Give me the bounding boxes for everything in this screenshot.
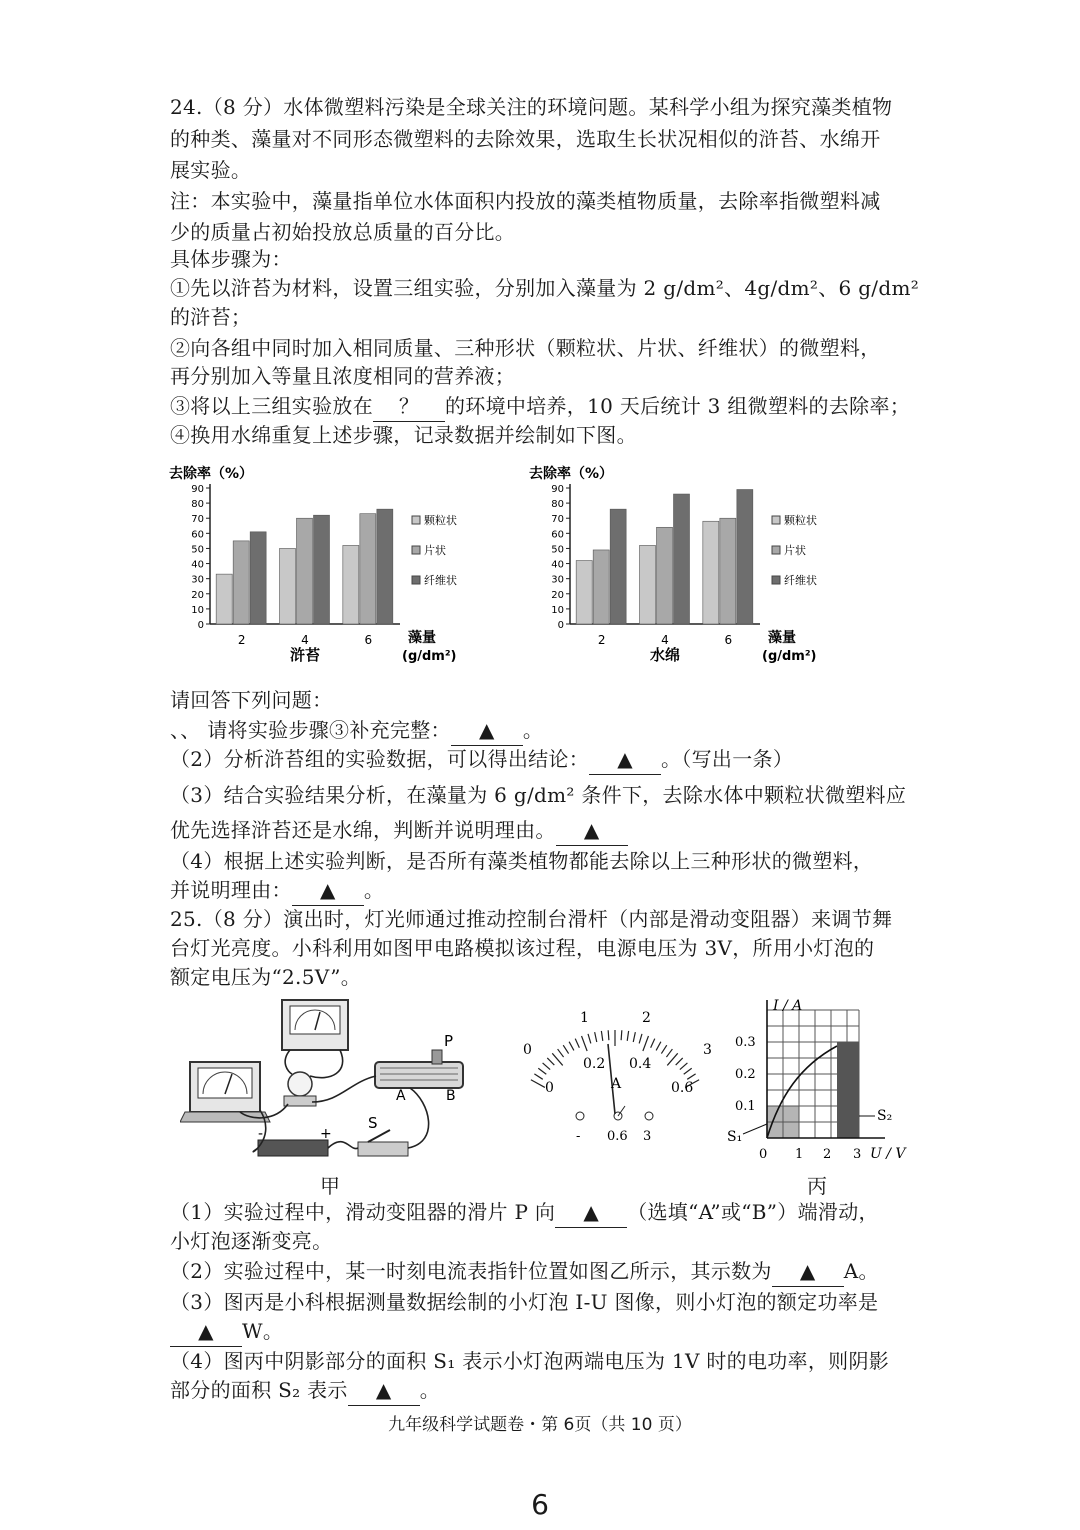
dial-tick (552, 1053, 562, 1065)
q24-q1-post: 。 (522, 718, 544, 742)
terminal-label-minus: - (576, 1129, 581, 1144)
q24-q2-text: （2）分析浒苔组的实验数据，可以得出结论： (170, 747, 590, 771)
q24-step2-b: 再分别加入等量且浓度相同的营养液； (170, 364, 516, 388)
chart-xlabel: 藻量 (768, 630, 796, 646)
q24-q4-text: 并说明理由： (170, 878, 292, 902)
q24-q3-text: 优先选择浒苔还是水绵，判断并说明理由。 (170, 818, 556, 842)
bar-颗粒状-4 (640, 545, 656, 624)
dial-bottom-0: 0 (545, 1080, 554, 1096)
dial-bottom-1: 0.2 (583, 1056, 606, 1072)
voltmeter-icon (282, 1000, 348, 1050)
bar-颗粒状-4 (280, 548, 296, 624)
bar-纤维状-2 (250, 532, 266, 624)
legend-label: 片状 (424, 544, 446, 557)
iu-graph-svg (725, 996, 925, 1196)
label-s: S (368, 1114, 378, 1132)
y-tick-label: 60 (551, 529, 564, 541)
bar-片状-6 (360, 514, 376, 624)
legend-swatch (412, 516, 420, 524)
y-tick-label: 80 (191, 499, 204, 511)
bar-纤维状-2 (610, 509, 626, 624)
q24-prompt: 请回答下列问题： (170, 688, 333, 712)
y-tick-label: 10 (191, 604, 204, 616)
q24-step3-blank: ？ (373, 392, 445, 422)
dial-tick (651, 1039, 655, 1048)
figure-jia-circuit (180, 992, 480, 1196)
circuit-svg (180, 992, 480, 1192)
q25-q1-b: 小灯泡逐渐变亮。 (170, 1229, 333, 1253)
q25-q2-post: A。 (843, 1259, 879, 1283)
bar-颗粒状-2 (216, 574, 232, 624)
rheostat-icon (375, 1050, 463, 1088)
bar-纤维状-6 (377, 509, 393, 624)
chart-shuimian (525, 462, 895, 677)
q24-step3-post: 的环境中培养，10 天后统计 3 组微塑料的去除率； (445, 394, 911, 418)
iu-xtick-3: 3 (853, 1147, 862, 1162)
y-tick-label: 0 (197, 620, 204, 631)
q25-q3-a: （3）图丙是小科根据测量数据绘制的小灯泡 I-U 图像，则小灯泡的额定功率是 (170, 1290, 879, 1314)
y-tick-label: 50 (191, 544, 204, 556)
ammeter-icon (180, 1062, 270, 1122)
dial-bottom-3: 0.6 (671, 1080, 694, 1096)
q24-q2-blank[interactable]: ▲ (589, 745, 661, 775)
q25-q2-blank[interactable]: ▲ (772, 1257, 844, 1287)
legend-label: 纤维状 (424, 574, 457, 587)
terminal-label-06: 0.6 (607, 1129, 628, 1144)
dial-tick (676, 1058, 683, 1065)
caption-bing: 丙 (807, 1174, 827, 1198)
dial-tick (531, 1080, 545, 1088)
iu-label-s1: S₁ (727, 1129, 743, 1145)
page-number: 6 (531, 1488, 549, 1521)
dial-bottom-2: 0.4 (629, 1056, 652, 1072)
q24-q4-a: （4）根据上述实验判断，是否所有藻类植物都能去除以上三种形状的微塑料， (170, 849, 874, 873)
q24-q1-blank[interactable]: ▲ (451, 716, 523, 746)
y-tick-label: 10 (551, 604, 564, 616)
dial-tick (621, 1030, 622, 1040)
terminal-minus-icon (576, 1112, 584, 1120)
bar-纤维状-4 (674, 494, 690, 624)
dial-tick (558, 1049, 564, 1057)
y-tick-label: 40 (191, 559, 204, 571)
dial-tick (667, 1053, 677, 1065)
q24-q1 (170, 716, 543, 746)
q25-q3-post: W。 (242, 1319, 284, 1343)
chart-caption: 浒苔 (289, 646, 321, 664)
iu-xtick-0: 0 (759, 1147, 768, 1162)
bar-片状-4 (657, 527, 673, 624)
chart-xlabel: 藻量 (408, 630, 436, 646)
bar-片状-2 (233, 541, 249, 624)
y-tick-label: 70 (551, 514, 564, 526)
q25-q1-blank[interactable]: ▲ (555, 1198, 627, 1228)
iu-ytick-03: 0.3 (735, 1035, 756, 1050)
bar-颗粒状-6 (343, 545, 359, 624)
dial-tick (680, 1063, 688, 1070)
q25-q1-text: （1）实验过程中，滑动变阻器的滑片 P 向 (170, 1200, 556, 1224)
dial-tick (666, 1049, 672, 1057)
legend-label: 颗粒状 (424, 514, 457, 527)
q25-q2 (170, 1257, 879, 1287)
q24-line-2: 的种类、藻量对不同形态微塑料的去除效果，选取生长状况相似的浒苔、水绵开 (170, 127, 881, 151)
bar-片状-6 (720, 518, 736, 624)
y-tick-label: 40 (551, 559, 564, 571)
chart-xunit: (g/dm²) (402, 649, 457, 664)
s1-pointer (743, 1124, 767, 1134)
dial-tick (543, 1063, 551, 1070)
dial-tick (687, 1074, 695, 1079)
bar-片状-4 (297, 518, 313, 624)
q25-line-3: 额定电压为“2.5V”。 (170, 965, 362, 989)
q24-q2 (170, 745, 793, 775)
label-p: P (444, 1032, 454, 1050)
dial-tick (588, 1034, 591, 1044)
figure-bing-iu (725, 996, 925, 1200)
x-tick-label: 4 (301, 633, 309, 647)
chart-shuimian-svg (525, 462, 895, 677)
y-tick-label: 70 (191, 514, 204, 526)
dial-tick (538, 1068, 546, 1074)
q24-q4-post: 。 (363, 878, 385, 902)
iu-xtick-2: 2 (823, 1147, 832, 1162)
q24-note-1: 注：本实验中，藻量指单位水体面积内投放的藻类植物质量，去除率指微塑料减 (170, 189, 881, 213)
q24-q4-b (170, 876, 384, 906)
y-tick-label: 60 (191, 529, 204, 541)
bar-颗粒状-2 (576, 561, 592, 624)
legend-label: 片状 (784, 544, 806, 557)
q25-q3-b (170, 1317, 283, 1347)
iu-ylabel: I / A (773, 998, 803, 1014)
y-tick-label: 30 (191, 574, 204, 586)
chart-ylabel: 去除率（%） (169, 466, 254, 482)
legend-swatch (772, 546, 780, 554)
dial-svg (515, 1006, 725, 1146)
dial-tick (569, 1042, 574, 1051)
bar-片状-2 (593, 550, 609, 624)
legend-swatch (772, 516, 780, 524)
x-tick-label: 4 (661, 633, 669, 647)
q24-q1-text: 、、 请将实验步骤③补充完整： (170, 718, 451, 742)
dial-tick (627, 1031, 628, 1041)
legend-label: 颗粒状 (784, 514, 817, 527)
chart-hutai-svg (165, 462, 515, 677)
label-a: A (396, 1088, 406, 1104)
dial-tick (661, 1045, 666, 1053)
label-plus: + (320, 1126, 332, 1142)
iu-xtick-1: 1 (795, 1147, 804, 1162)
chart-hutai (165, 462, 515, 677)
q25-q1-a (170, 1198, 879, 1228)
dial-tick (563, 1045, 568, 1053)
q25-q4-b (170, 1376, 440, 1406)
dial-tick (595, 1032, 597, 1042)
x-tick-label: 6 (724, 633, 733, 647)
dial-top-1: 1 (580, 1010, 589, 1026)
q24-line-1: 24.（8 分）水体微塑料污染是全球关注的环境问题。某科学小组为探究藻类植物 (170, 95, 893, 119)
y-tick-label: 30 (551, 574, 564, 586)
q25-q2-text: （2）实验过程中，某一时刻电流表指针位置如图乙所示，其示数为 (170, 1259, 772, 1283)
q25-q4-blank[interactable]: ▲ (348, 1376, 420, 1406)
chart-xunit: (g/dm²) (762, 649, 817, 664)
q24-step2-a: ②向各组中同时加入相同质量、三种形状（颗粒状、片状、纤维状）的微塑料， (170, 336, 881, 360)
legend-label: 纤维状 (784, 574, 817, 587)
dial-tick (639, 1034, 642, 1044)
iu-label-s2: S₂ (877, 1108, 893, 1124)
page-footer: 九年级科学试题卷・第 6页（共 10 页） (388, 1415, 692, 1435)
dial-top-0: 0 (523, 1042, 532, 1058)
q24-steps-heading: 具体步骤为： (170, 247, 292, 271)
q24-q3-b (170, 816, 628, 846)
figure-yi-dial (515, 1006, 725, 1150)
dial-tick (582, 1036, 588, 1051)
q24-q3-a: （3）结合实验结果分析，在藻量为 6 g/dm² 条件下，去除水体中颗粒状微塑料应 (170, 783, 907, 807)
y-tick-label: 90 (191, 484, 204, 495)
q25-line-2: 台灯光亮度。小科利用如图甲电路模拟该过程，电源电压为 3V，所用小灯泡的 (170, 936, 875, 960)
chart-caption: 水绵 (649, 646, 681, 664)
x-tick-label: 6 (364, 633, 373, 647)
q25-q4-a: （4）图丙中阴影部分的面积 S₁ 表示小灯泡两端电压为 1V 时的电功率，则阴影 (170, 1349, 890, 1373)
dial-top-2: 2 (642, 1010, 651, 1026)
q24-step3-pre: ③将以上三组实验放在 (170, 394, 373, 418)
legend-swatch (772, 576, 780, 584)
y-tick-label: 20 (551, 589, 564, 601)
iu-ytick-01: 0.1 (735, 1099, 756, 1114)
y-tick-label: 0 (557, 620, 564, 631)
q25-q3-blank[interactable]: ▲ (170, 1317, 242, 1347)
q25-line-1: 25.（8 分）演出时，灯光师通过推动控制台滑杆（内部是滑动变阻器）来调节舞 (170, 907, 893, 931)
q24-step1-b: 的浒苔； (170, 305, 252, 329)
chart-ylabel: 去除率（%） (529, 466, 614, 482)
q24-q3-blank[interactable]: ▲ (556, 816, 628, 846)
y-tick-label: 20 (191, 589, 204, 601)
legend-swatch (412, 546, 420, 554)
y-tick-label: 50 (551, 544, 564, 556)
dial-tick (601, 1031, 602, 1041)
terminal-label-3: 3 (643, 1129, 652, 1144)
label-b: B (446, 1088, 456, 1104)
q24-step1-a: ①先以浒苔为材料，设置三组实验，分别加入藻量为 2 g/dm²、4g/dm²、6 g/dm² (170, 276, 920, 300)
q25-q1-post: （选填“A”或“B”）端滑动， (627, 1200, 879, 1224)
bar-纤维状-6 (737, 490, 753, 624)
y-tick-label: 80 (551, 499, 564, 511)
q24-step3 (170, 392, 910, 422)
dial-tick (633, 1032, 635, 1042)
dial-unit: A (611, 1076, 622, 1092)
dial-top-3: 3 (703, 1042, 712, 1058)
dial-tick (575, 1039, 579, 1048)
dial-tick (608, 1030, 609, 1040)
legend-swatch (412, 576, 420, 584)
x-tick-label: 2 (237, 633, 246, 647)
dial-tick (684, 1068, 692, 1074)
q24-note-2: 少的质量占初始投放总质量的百分比。 (170, 220, 516, 244)
dial-tick (643, 1036, 649, 1051)
q25-q4-post: 。 (419, 1378, 441, 1402)
iu-ytick-02: 0.2 (735, 1067, 756, 1082)
bar-颗粒状-6 (703, 521, 719, 624)
dial-tick (534, 1074, 542, 1079)
q24-step4: ④换用水绵重复上述步骤，记录数据并绘制如下图。 (170, 423, 637, 447)
iu-xlabel: U / V (870, 1146, 906, 1162)
terminal-3-icon (645, 1112, 653, 1120)
caption-jia: 甲 (320, 1174, 340, 1198)
x-tick-label: 2 (597, 633, 606, 647)
bar-纤维状-4 (314, 515, 330, 624)
q24-q2-post: 。（写出一条） (661, 747, 794, 771)
y-tick-label: 90 (551, 484, 564, 495)
label-minus: - (258, 1126, 264, 1142)
q25-q4-text: 部分的面积 S₂ 表示 (170, 1378, 348, 1402)
dial-tick (656, 1042, 661, 1051)
switch-icon (358, 1130, 408, 1156)
q24-q4-blank[interactable]: ▲ (292, 876, 364, 906)
q24-line-3: 展实验。 (170, 158, 252, 182)
dial-tick (547, 1058, 554, 1065)
battery-icon (258, 1140, 328, 1156)
